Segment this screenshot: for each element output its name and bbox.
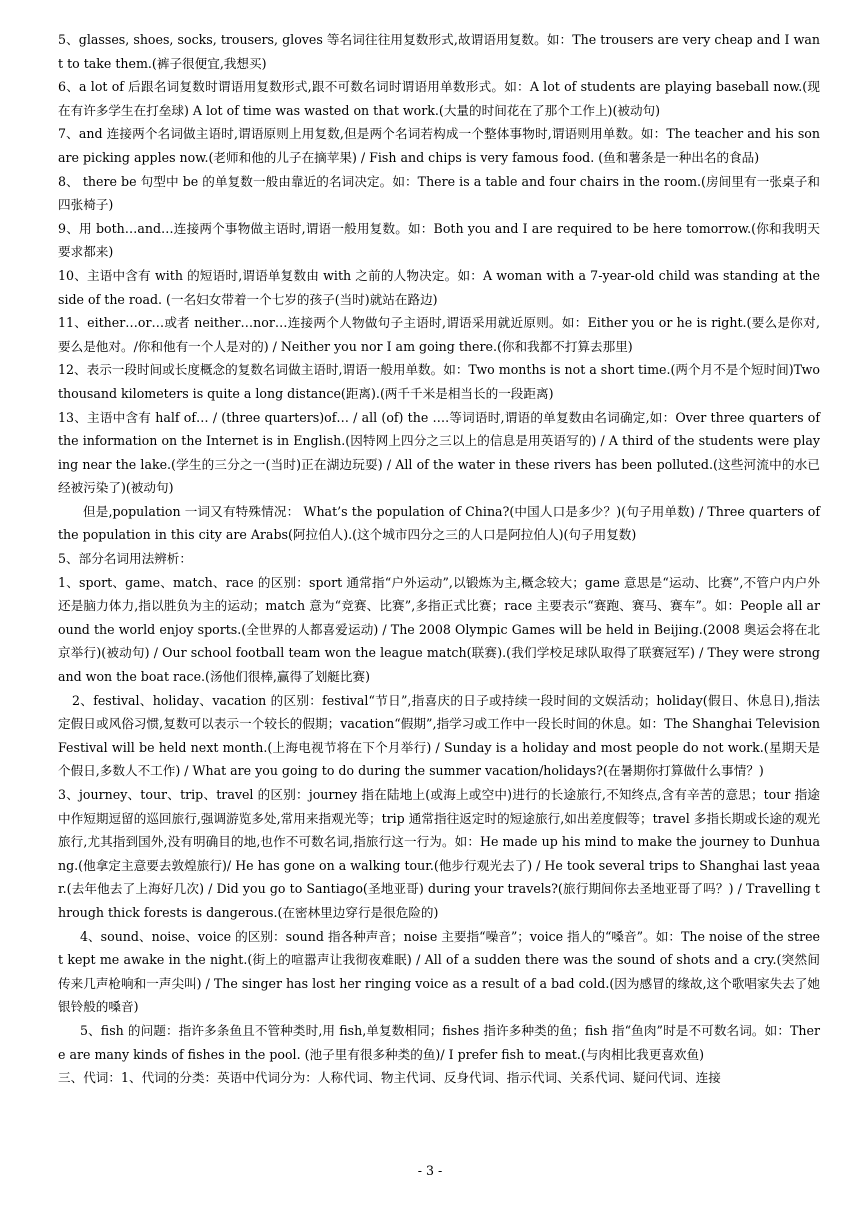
paragraph: 三、代词：1、代词的分类：英语中代词分为：人称代词、物主代词、反身代词、指示代词、关系代词、疑问代词、连接 xyxy=(58,1070,721,1086)
paragraph: 6、a lot of 后跟名词复数时谓语用复数形式,跟不可数名词时谓语用单数形式。如：A lot of students are playing baseball now.(现在有许多学生在打垒球) A lot of time was wasted on that work.(大量的时间花在了那个工作上)(被动句) xyxy=(58,79,820,118)
paragraph: 2、festival、holiday、vacation 的区别：festival“节日”,指喜庆的日子或持续一段时间的文娱活动；holiday(假日、休息日),指法定假日或风俗习惯,复数可以表示一个较长的假期；vacation“假期”,指学习或工作中一段长时间的休息。如：The Shanghai Television Festival will be held next month.(上海电视节将在下个月举行) / Sunday is a holiday and most people do not work.(星期天是个假日,多数人不工作) / What are you going to do during the summer vacation/holidays?(在暑期你打算做什么事情？) xyxy=(58,692,820,779)
document-body xyxy=(58,28,820,1090)
paragraph: 3、journey、tour、trip、travel 的区别：journey 指在陆地上(或海上或空中)进行的长途旅行,不知终点,含有辛苦的意思；tour 指途中作短期逗留的巡回旅行,强调游览多处,常用来指观光等；trip 通常指往返定时的短途旅行,如出差度假等；travel 多指长期或长途的观光旅行,尤其指到国外,没有明确目的地,也作不可数名词,指旅行这一行为。如：He made up his mind to make the journey to Dunhuang.(他拿定主意要去敦煌旅行)/ He has gone on a walking tour.(他步行观光去了) / He took several trips to Shanghai last yeaar.(去年他去了上海好几次) / Did you go to Santiago(圣地亚哥) during your travels?(旅行期间你去圣地亚哥了吗？) / Travelling through thick forests is dangerous.(在密林里边穿行是很危险的) xyxy=(58,787,820,920)
paragraph: 8、 there be 句型中 be 的单复数一般由靠近的名词决定。如：There is a table and four chairs in the room.(房间里有一张桌子和四张椅子) xyxy=(58,173,820,213)
paragraph: 13、主语中含有 half of… / (three quarters)of… / all (of) the ….等词语时,谓语的单复数由名词确定,如：Over three quarters of the information on the Internet is in English.(因特网上四分之三以上的信息是用英语写的) / A third of the students were playing near the lake.(学生的三分之一(当时)正在湖边玩耍) / All of the water in these rivers has been polluted.(这些河流中的水已经被污染了)(被动句) xyxy=(58,409,820,496)
paragraph: 9、用 both…and…连接两个事物做主语时,谓语一般用复数。如：Both you and I are required to be here tomorrow.(你和我明天要求都来) xyxy=(58,220,820,260)
paragraph: 7、and 连接两个名词做主语时,谓语原则上用复数,但是两个名词若构成一个整体事物时,谓语则用单数。如：The teacher and his son are picking apples now.(老师和他的儿子在摘苹果) / Fish and chips is very famous food. (鱼和薯条是一种出名的食品) xyxy=(58,126,820,165)
paragraph: 5、fish 的问题：指许多条鱼且不管种类时,用 fish,单复数相同；fishes 指许多种类的鱼；fish 指“鱼肉”时是不可数名词。如：There are many kinds of fishes in the pool. (池子里有很多种类的鱼)/ I prefer fish to meat.(与肉相比我更喜欢鱼) xyxy=(58,1022,820,1062)
paragraph: 但是,population 一词又有特殊情况： What’s the population of China?(中国人口是多少？)(句子用单数) / Three quarters of the population in this city are Arabs(阿拉伯人).(这个城市四分之三的人口是阿拉伯人)(句子用复数) xyxy=(58,503,820,543)
paragraph: 12、表示一段时间或长度概念的复数名词做主语时,谓语一般用单数。如：Two months is not a short time.(两个月不是个短时间)Two thousand kilometers is quite a long distance(距离).(两千千米是相当长的一段距离) xyxy=(58,362,820,401)
page-number: - 3 - xyxy=(417,1163,443,1178)
paragraph: 5、glasses, shoes, socks, trousers, gloves 等名词往往用复数形式,故谓语用复数。如：The trousers are very cheap and I want to take them.(裤子很便宜,我想买) xyxy=(58,32,820,71)
paragraph: 11、either…or…或者 neither…nor…连接两个人物做句子主语时,谓语采用就近原则。如：Either you or he is right.(要么是你对,要么是他对。/你和他有一个人是对的) / Neither you nor I am going there.(你和我都不打算去那里) xyxy=(58,315,820,354)
paragraph: 5、部分名词用法辨析： xyxy=(58,551,192,567)
paragraph: 1、sport、game、match、race 的区别：sport 通常指“户外运动”,以锻炼为主,概念较大；game 意思是“运动、比赛”,不管户内户外还是脑力体力,指以胜负为主的运动；match 意为“竞赛、比赛”,多指正式比赛；race 主要表示“赛跑、赛马、赛车”。如：People all around the world enjoy sports.(全世界的人都喜爱运动) / The 2008 Olympic Games will be held in Beijing.(2008 奥运会将在北京举行)(被动句) / Our school football team won the league match(联赛).(我们学校足球队取得了联赛冠军) / They were strong and won the boat race.(汤他们很棒,赢得了划艇比赛) xyxy=(58,574,820,685)
paragraph: 4、sound、noise、voice 的区别：sound 指各种声音；noise 主要指“噪音”；voice 指人的“嗓音”。如：The noise of the street kept me awake in the night.(街上的喧嚣声让我彻夜难眠) / All of a sudden there was the sound of shots and a cry.(突然间传来几声枪响和一声尖叫) / The singer has lost her ringing voice as a result of a bad cold.(因为感冒的缘故,这个歌唱家失去了她银铃般的嗓音) xyxy=(58,928,820,1015)
paragraph: 10、主语中含有 with 的短语时,谓语单复数由 with 之前的人物决定。如：A woman with a 7-year-old child was standing at the side of the road. (一名妇女带着一个七岁的孩子(当时)就站在路边) xyxy=(58,267,820,307)
